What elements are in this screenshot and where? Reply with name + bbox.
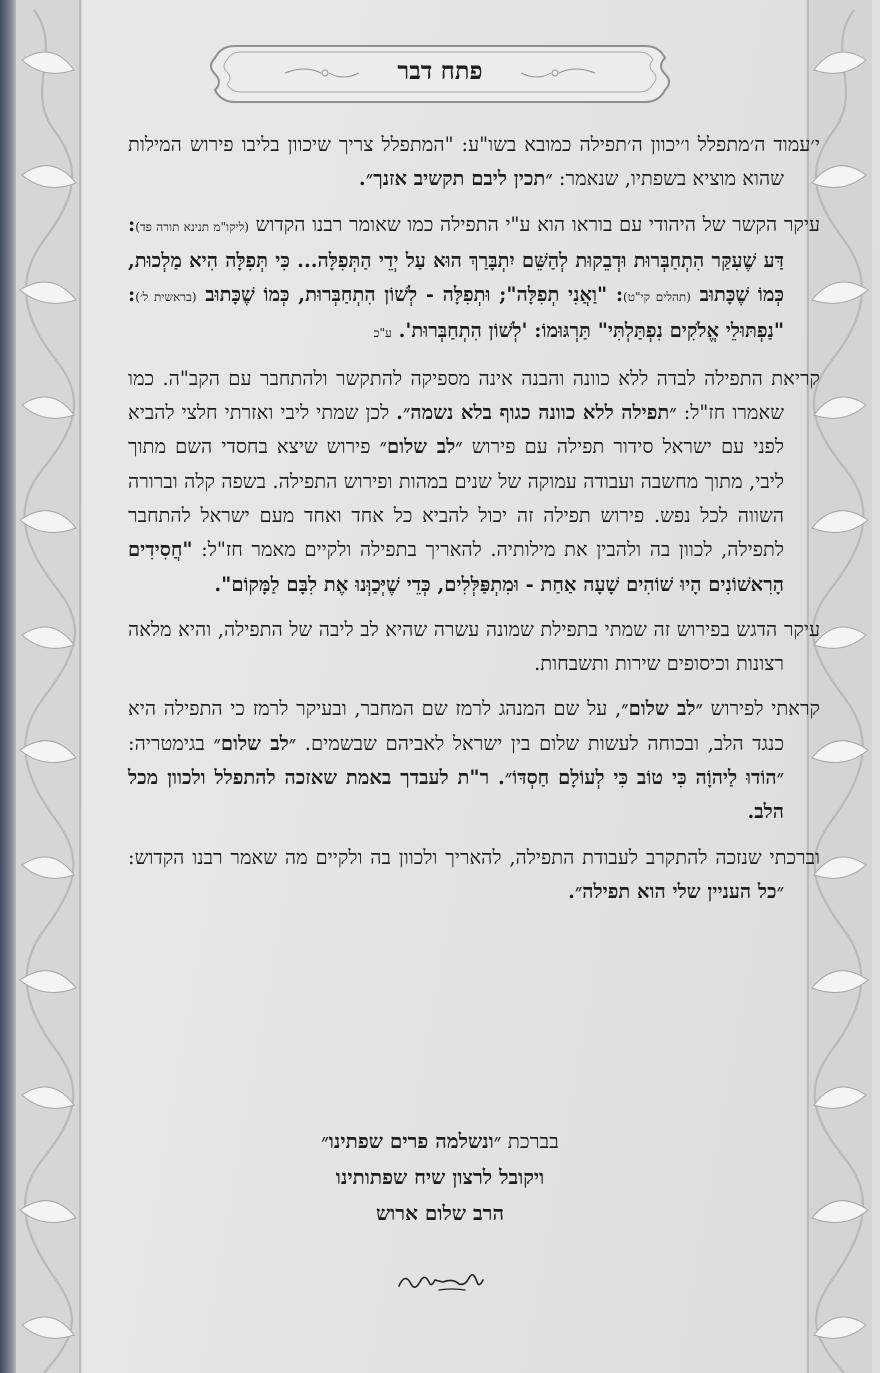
paragraph-text: וברכתי שנזכה להתקרב לעבודת התפילה, להאריך ולכוון בה ולקיים מה שאמר רבנו הקדוש: bbox=[128, 845, 820, 869]
author-name: הרב שלום ארוש bbox=[376, 1201, 504, 1225]
paragraph-text: לכן שמתי ליבי ואזרתי חלצי להביא לפני עם ישראל סידור תפילה עם פירוש bbox=[128, 401, 784, 459]
commentary-name: ״לב שלום״ bbox=[213, 731, 297, 755]
closing-blessing bbox=[200, 1123, 680, 1231]
quote-text: : "נַפְתּוּלֵי אֱלֹקִים נִפְתַּלְתִּי" תַּרְגּוּמוֹ: 'לְשׁוֹן הִתְחַבְּרוּת'. bbox=[128, 283, 784, 343]
paragraph-text: עיקר הדגש בפירוש זה שמתי בתפילת שמונה עשרה שהיא לב ליבה של התפילה, והיא מלאה רצונות וכיסופים שירות ותשבחות. bbox=[128, 617, 820, 676]
source-citation: ע"כ bbox=[373, 326, 392, 341]
commentary-name: ״לב שלום״ bbox=[621, 697, 703, 721]
source-citation: (בראשית ל׳) bbox=[135, 290, 197, 305]
paragraph-1 bbox=[128, 128, 820, 197]
paragraph-5 bbox=[128, 692, 820, 829]
paragraph-6 bbox=[128, 841, 820, 910]
paragraph-text: י׳עמוד ה׳מתפלל ו׳יכוון ה׳תפילה כמובא בשו"ע: "המתפלל צריך שיכוון בליבו פירוש המילות שהוא מוציא בשפתיו, שנאמר: bbox=[128, 133, 820, 191]
title-frame bbox=[205, 38, 675, 108]
closing-quote: ״ונשלמה פרים שפתינו״ bbox=[321, 1129, 502, 1153]
paragraph-text: עיקר הקשר של היהודי עם בוראו הוא ע"י התפילה כמו שאומר רבנו הקדוש bbox=[248, 212, 820, 236]
paragraph-3 bbox=[128, 362, 820, 602]
quote-text: : דַּע שֶׁעִקַּר הִתְחַבְּרוּת וּדְבֵקוּת לְהַשֵּׁם יִתְבָּרַךְ הוּא עַל יְדֵי הַתְּפִלָּה... כִּי תְּפִלָּה הִיא מַלְכוּת, כְּמוֹ שֶׁכָּתוּב bbox=[128, 212, 785, 307]
verse-quote: ״תכין ליבם תקשיב אזנך״. bbox=[358, 167, 553, 191]
paragraph-text: קראתי לפירוש bbox=[702, 697, 820, 721]
paragraph-text: קריאת התפילה לבדה ללא כוונה והבנה אינה מספיקה להתקשר ולהתחבר עם הקב"ה. כמו שאמרו חז"ל: bbox=[128, 366, 820, 425]
commentary-name: ״לב שלום״ bbox=[379, 435, 463, 459]
quote-text: "חֲסִידִים הָרִאשׁוֹנִים הָיוּ שׁוֹהִים שָׁעָה אַחַת - וּמִתְפַּלְּלִים, כְּדֵי שֶׁיְּכַוְּנוּ אֶת לִבָּם לַמָּקוֹם". bbox=[128, 538, 784, 596]
source-citation: (תהלים קי"ט) bbox=[623, 290, 691, 305]
preface-body bbox=[128, 128, 820, 919]
paragraph-2 bbox=[128, 208, 820, 351]
paragraph-text: פירוש שיצא בחסדי השם מתוך ליבי, מתוך מחשבה ועבודה עמוקה של שנים במהות ופירוש התפילה. בשפה קלה וברורה השווה לכל נפש. פירוש תפילה זה יכול להביא כל אחד ואחד מעם ישראל להתחבר לתפילה, לכוון בה ולהבין את מילותיה. להאריך בתפילה ולקיים מאמר חז"ל: bbox=[128, 435, 784, 562]
paragraph-text: בגימטריה: bbox=[128, 731, 214, 755]
quote-text: ״הוֹדוּ לַיהוָֹה כִּי טוֹב כִּי לְעוֹלָם חַסְדּוֹ״. ר"ת לעבדך באמת שאזכה להתפלל ולכוון מכל הלב. bbox=[128, 766, 784, 824]
closing-prefix: בברכת bbox=[501, 1129, 559, 1153]
closing-line-1 bbox=[200, 1123, 680, 1159]
page-title: פתח דבר bbox=[397, 56, 483, 85]
closing-line-2: ויקובל לרצון שיח שפתותינו bbox=[335, 1165, 545, 1189]
signature-icon bbox=[395, 1268, 485, 1296]
paragraph-text: , על שם המנהג לרמז שם המחבר, ובעיקר לרמז כי התפילה היא כנגד הלב, ובכוחה לעשות שלום בין ישראל לאביהם שבשמים. bbox=[128, 697, 784, 755]
paragraph-4 bbox=[128, 613, 820, 682]
quote-text: : "וַאֲנִי תְפִלָּה"; וּתְפִלָּה - לְשׁוֹן הִתְחַבְּרוּת, כְּמוֹ שֶׁכָּתוּב bbox=[196, 283, 624, 307]
source-citation: (ליקו"מ תנינא תורה פד) bbox=[135, 219, 249, 234]
left-ornamental-border bbox=[14, 0, 84, 1373]
quote-text: ״תפילה ללא כוונה כגוף בלא נשמה״. bbox=[396, 401, 677, 425]
quote-text: ״כל העניין שלי הוא תפילה״. bbox=[568, 879, 784, 903]
